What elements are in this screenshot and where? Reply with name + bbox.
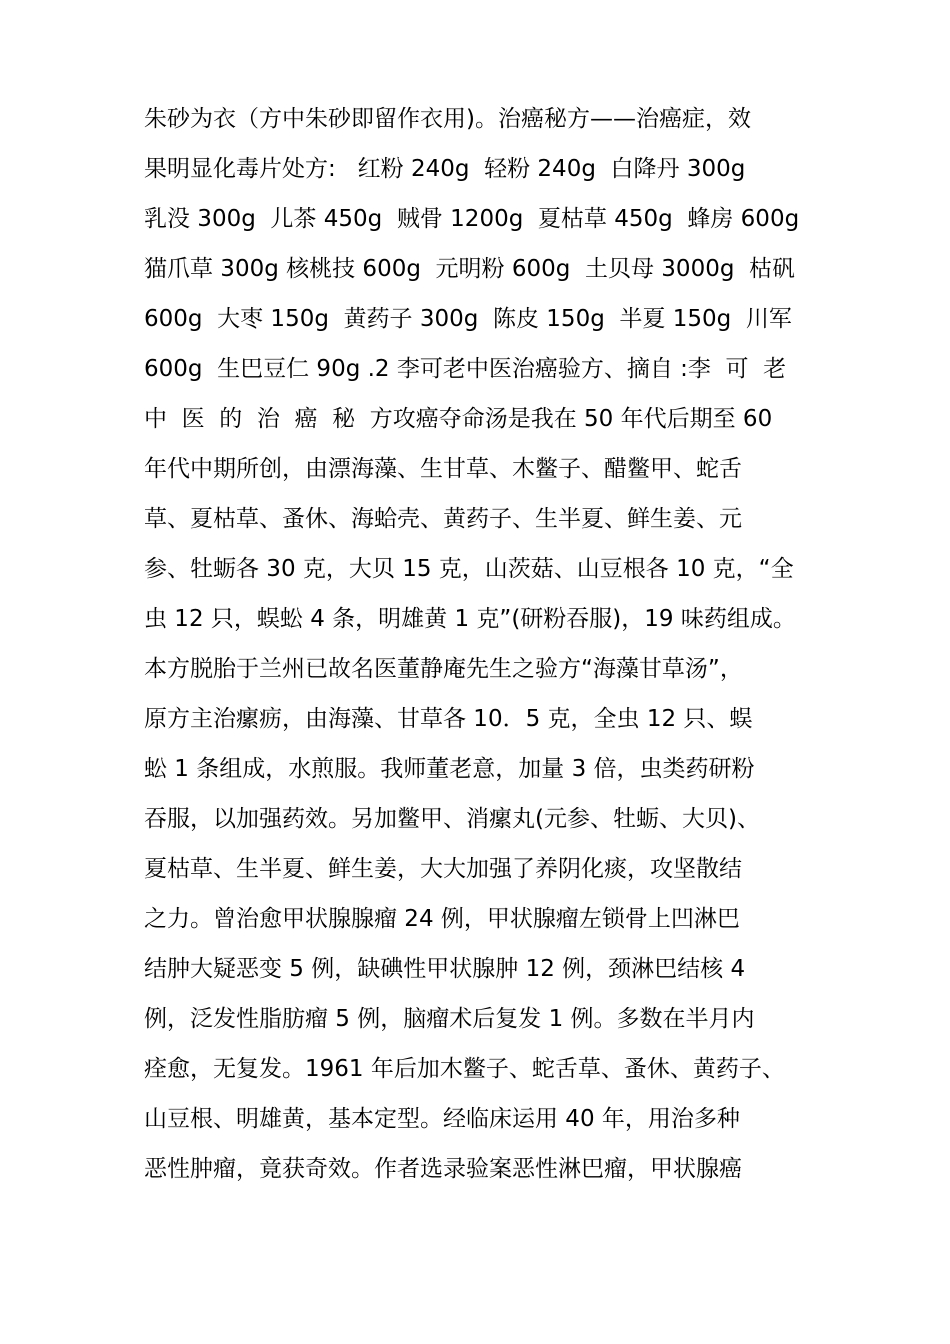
text-line: 痊愈，无复发。1961 年后加木鳖子、蛇舌草、蚤休、黄药子、 [144, 1056, 785, 1082]
text-line: 之力。曾治愈甲状腺腺瘤 24 例，甲状腺瘤左锁骨上凹淋巴 [144, 906, 740, 932]
text-line: 600g 生巴豆仁 90g .2 李可老中医治癌验方、摘自 :李 可 老 [144, 356, 787, 382]
text-line: 草、夏枯草、蚤休、海蛤壳、黄药子、生半夏、鲜生姜、元 [144, 506, 742, 532]
text-line: 例，泛发性脂肪瘤 5 例，脑瘤术后复发 1 例。多数在半月内 [144, 1006, 755, 1032]
text-line: 乳没 300g 儿茶 450g 贼骨 1200g 夏枯草 450g 蜂房 600g [144, 206, 800, 232]
text-line: 蚣 1 条组成，水煎服。我师董老意，加量 3 倍，虫类药研粉 [144, 756, 755, 782]
text-line: 结肿大疑恶变 5 例，缺碘性甲状腺肿 12 例，颈淋巴结核 4 [144, 956, 746, 982]
text-line: 吞服，以加强药效。另加鳖甲、消瘰丸(元参、牡蛎、大贝)、 [144, 806, 760, 832]
text-line: 虫 12 只，蜈蚣 4 条，明雄黄 1 克”(研粉吞服)，19 味药组成。 [144, 606, 796, 632]
text-line: 夏枯草、生半夏、鲜生姜，大大加强了养阴化痰，攻坚散结 [144, 856, 742, 882]
body-text [144, 94, 824, 1194]
text-line: 果明显化毒片处方: 红粉 240g 轻粉 240g 白降丹 300g [144, 156, 746, 182]
text-line: 山豆根、明雄黄，基本定型。经临床运用 40 年，用治多种 [144, 1106, 740, 1132]
text-line: 中 医 的 治 癌 秘 方攻癌夺命汤是我在 50 年代后期至 60 [144, 406, 773, 432]
text-line: 猫爪草 300g 核桃技 600g 元明粉 600g 土贝母 3000g 枯矾 [144, 256, 796, 282]
text-line: 恶性肿瘤，竟获奇效。作者选录验案恶性淋巴瘤，甲状腺癌 [144, 1156, 742, 1182]
text-line: 原方主治瘰疬，由海藻、甘草各 10．5 克，全虫 12 只、蜈 [144, 706, 753, 732]
text-line: 600g 大枣 150g 黄药子 300g 陈皮 150g 半夏 150g 川军 [144, 306, 792, 332]
text-line: 朱砂为衣（方中朱砂即留作衣用)。治癌秘方——治癌症，效 [144, 106, 751, 132]
text-line: 本方脱胎于兰州已故名医董静庵先生之验方“海藻甘草汤”， [144, 656, 743, 682]
text-line: 年代中期所创，由漂海藻、生甘草、木鳖子、醋鳖甲、蛇舌 [144, 456, 742, 482]
text-line: 参、牡蛎各 30 克，大贝 15 克，山茨菇、山豆根各 10 克，“全 [144, 556, 794, 582]
